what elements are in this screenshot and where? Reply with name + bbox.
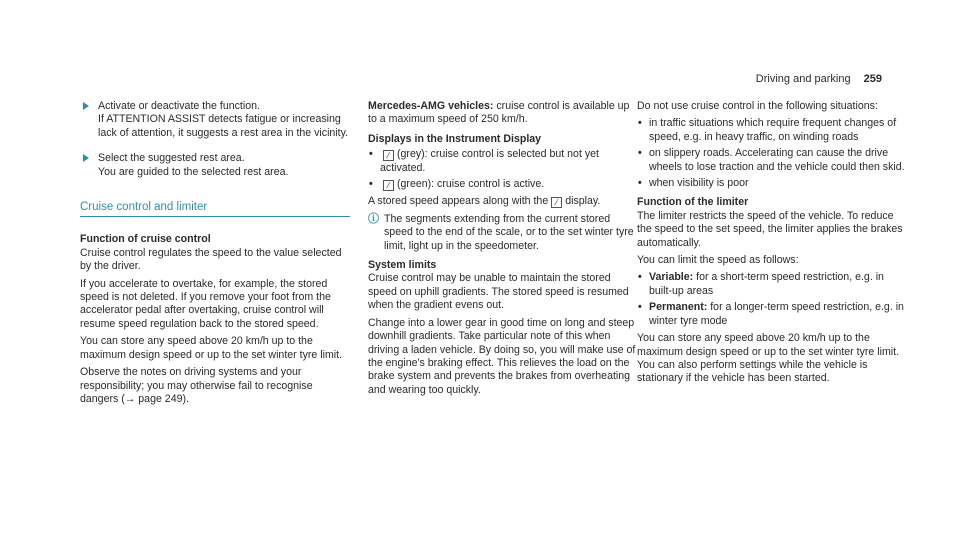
cruise-control-icon: ⁄	[383, 150, 394, 161]
situations-list	[637, 117, 907, 190]
mode-label: Variable:	[649, 271, 694, 284]
column-3	[637, 100, 907, 390]
step-arrow-icon	[83, 102, 89, 110]
page-number: 259	[863, 73, 882, 85]
info-note	[368, 213, 638, 253]
paragraph: You can store any speed above 20 km/h up to the maximum design speed or up to the set winter tyre limit. You can also perform settings while the vehicle is stationary if the vehicle has been started.	[637, 332, 900, 385]
mode-text: for a longer-term speed restriction, e.g. in winter tyre mode	[649, 301, 904, 327]
list-item	[637, 271, 907, 298]
cruise-control-icon: ⁄	[383, 180, 394, 191]
list-item	[637, 301, 907, 328]
cruise-control-icon: ⁄	[551, 197, 562, 208]
step-select-rest-area	[80, 152, 350, 179]
mode-text: for a short-term speed restriction, e.g. in built-up areas	[649, 271, 884, 297]
stored-text-end: display.	[565, 195, 601, 208]
heading-function-cruise-control: Function of cruise control	[80, 233, 211, 246]
column-1	[80, 100, 350, 410]
mode-label: Permanent:	[649, 301, 708, 314]
step-activate	[80, 100, 350, 140]
section-heading: Cruise control and limiter	[80, 201, 350, 217]
list-item: • ⁄ (grey): cruise control is selected but not yet activated.	[368, 148, 638, 175]
list-item: • ⁄ (green): cruise control is active.	[368, 178, 638, 191]
column-2	[368, 100, 638, 401]
amg-text: cruise control is available up to a maximum speed of 250 km/h.	[368, 100, 630, 126]
note-text: The segments extending from the current stored speed to the end of the scale, or to the set winter tyre limit, light up in the speedometer.	[384, 212, 634, 252]
paragraph: If you accelerate to overtake, for example, the stored speed is not deleted. If you remove your foot from the accelerator pedal after overtaking, cruise control will resume speed regulation back to the stored speed.	[80, 277, 331, 330]
section-title: Driving and parking	[755, 73, 851, 85]
paragraph: Cruise control may be unable to maintain the stored speed on uphill gradients. The stored speed is resumed when the gradient evens out.	[368, 272, 629, 312]
heading-displays: Displays in the Instrument Display	[368, 132, 542, 145]
paragraph: The limiter restricts the speed of the vehicle. To reduce the speed to the set speed, the limiter applies the brakes automatically.	[637, 209, 903, 249]
modes-list	[637, 271, 907, 328]
amg-label: Mercedes-AMG vehicles:	[368, 100, 494, 112]
info-icon: ⓘ	[368, 212, 379, 225]
heading-function-limiter: Function of the limiter	[637, 196, 749, 209]
list-item: • when visibility is poor	[637, 177, 907, 190]
step-text: Activate or deactivate the function.	[98, 100, 260, 112]
page-header	[756, 73, 882, 86]
step-arrow-icon	[83, 154, 89, 162]
step-result: You are guided to the selected rest area.	[98, 165, 289, 178]
paragraph: You can store any speed above 20 km/h up to the maximum design speed or up to the set winter tyre limit.	[80, 335, 343, 361]
paragraph: Do not use cruise control in the following situations:	[637, 100, 878, 112]
display-list	[368, 148, 638, 191]
paragraph: Change into a lower gear in good time on long and steep downhill gradients. Take particular note of this when driving a laden vehicle. By doing so, you will make use of the engine's braking effect. This relieves the load on the brake system and prevents the brakes from overheating and wearing too quickly.	[368, 316, 636, 396]
paragraph: You can limit the speed as follows:	[637, 254, 799, 267]
heading-system-limits: System limits	[368, 259, 437, 272]
stored-text: A stored speed appears along with the	[368, 195, 549, 208]
list-item: • on slippery roads. Accelerating can cause the drive wheels to lose traction and the vehicle could then skid.	[637, 147, 907, 174]
step-text: Select the suggested rest area.	[98, 152, 245, 165]
paragraph: Cruise control regulates the speed to the value selected by the driver.	[80, 246, 342, 273]
paragraph: Observe the notes on driving systems and your responsibility; you may otherwise fail to recognise dangers (→ page 249).	[80, 366, 313, 405]
list-item: • in traffic situations which require frequent changes of speed, e.g. in heavy traffic, on winding roads	[637, 117, 907, 144]
step-result: If ATTENTION ASSIST detects fatigue or increasing lack of attention, it suggests a rest area in the vicinity.	[98, 113, 349, 139]
